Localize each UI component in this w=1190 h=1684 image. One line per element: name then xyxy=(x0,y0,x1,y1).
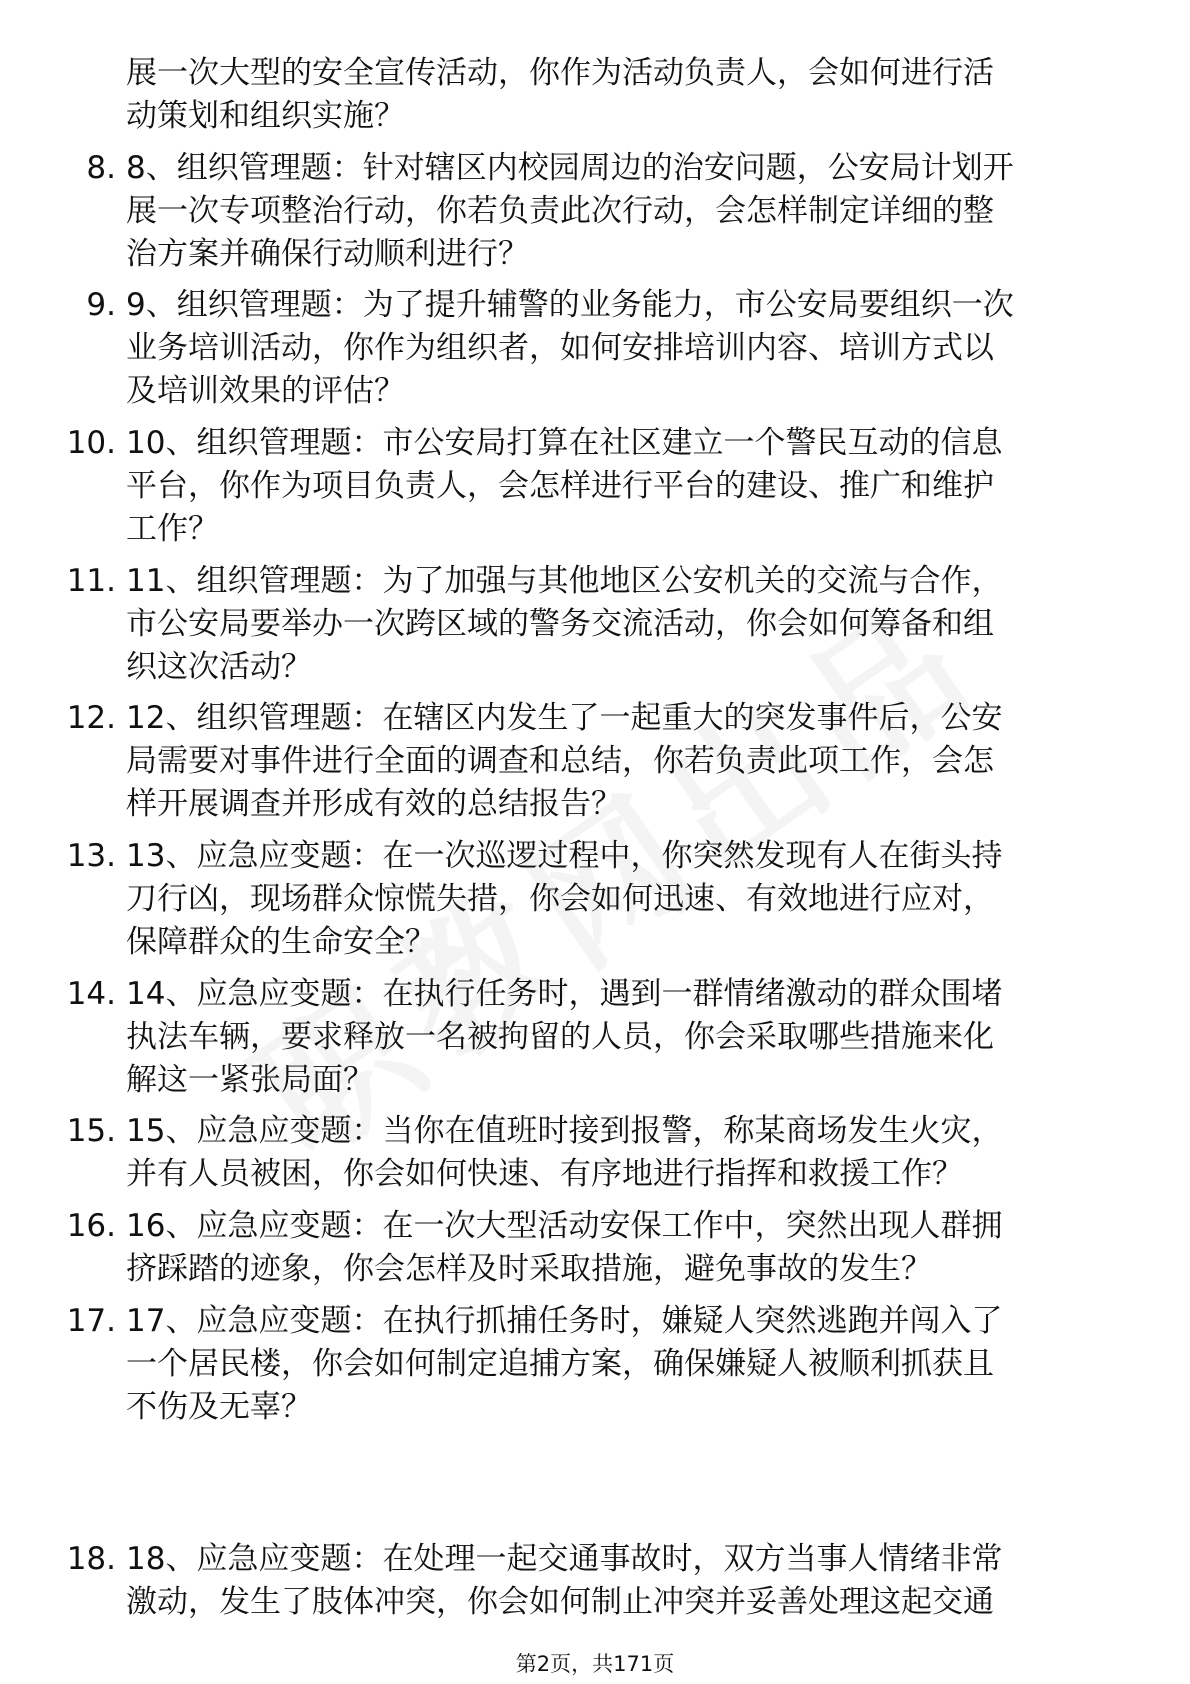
question-text xyxy=(126,560,1146,689)
text-line: 平台，你作为项目负责人，会怎样进行平台的建设、推广和维护 xyxy=(126,468,994,504)
text-line: 一个居民楼，你会如何制定追捕方案，确保嫌疑人被顺利抓获且 xyxy=(126,1346,994,1382)
text-line: 动策划和组织实施？ xyxy=(126,98,405,134)
text-line: 8、组织管理题：针对辖区内校园周边的治安问题，公安局计划开 xyxy=(126,150,1014,186)
question-text xyxy=(126,973,1146,1102)
text-line: 挤踩踏的迹象，你会怎样及时采取措施，避免事故的发生？ xyxy=(126,1251,932,1287)
list-number: 15. xyxy=(66,1113,116,1149)
list-number: 17. xyxy=(66,1303,116,1339)
text-line: 10、组织管理题：市公安局打算在社区建立一个警民互动的信息 xyxy=(126,425,1003,461)
list-number: 10. xyxy=(66,425,116,461)
question-text xyxy=(126,697,1146,826)
list-number: 16. xyxy=(66,1208,116,1244)
continued-question-text xyxy=(126,52,1126,138)
text-line: 9、组织管理题：为了提升辅警的业务能力，市公安局要组织一次 xyxy=(126,287,1014,323)
text-line: 15、应急应变题：当你在值班时接到报警，称某商场发生火灾， xyxy=(126,1113,1003,1149)
list-number: 14. xyxy=(66,976,116,1012)
text-line: 展一次大型的安全宣传活动，你作为活动负责人，会如何进行活 xyxy=(126,55,994,91)
list-number: 12. xyxy=(66,700,116,736)
list-number: 11. xyxy=(66,563,116,599)
list-number: 13. xyxy=(66,838,116,874)
question-text xyxy=(126,835,1146,964)
text-line: 刀行凶，现场群众惊慌失措，你会如何迅速、有效地进行应对， xyxy=(126,881,994,917)
text-line: 12、组织管理题：在辖区内发生了一起重大的突发事件后，公安 xyxy=(126,700,1003,736)
text-line: 局需要对事件进行全面的调查和总结，你若负责此项工作，会怎 xyxy=(126,743,994,779)
text-line: 14、应急应变题：在执行任务时，遇到一群情绪激动的群众围堵 xyxy=(126,976,1003,1012)
text-line: 织这次活动？ xyxy=(126,649,312,685)
question-text xyxy=(126,422,1146,551)
text-line: 16、应急应变题：在一次大型活动安保工作中，突然出现人群拥 xyxy=(126,1208,1003,1244)
question-text xyxy=(126,1538,1146,1624)
list-number: 9. xyxy=(86,287,116,323)
text-line: 保障群众的生命安全？ xyxy=(126,924,436,960)
text-line: 激动，发生了肢体冲突，你会如何制止冲突并妥善处理这起交通 xyxy=(126,1584,994,1620)
text-line: 市公安局要举办一次跨区域的警务交流活动，你会如何筹备和组 xyxy=(126,606,994,642)
text-line: 执法车辆，要求释放一名被拘留的人员，你会采取哪些措施来化 xyxy=(126,1019,994,1055)
text-line: 治方案并确保行动顺利进行？ xyxy=(126,236,529,272)
text-line: 解这一紧张局面？ xyxy=(126,1062,374,1098)
text-line: 业务培训活动，你作为组织者，如何安排培训内容、培训方式以 xyxy=(126,330,994,366)
text-line: 18、应急应变题：在处理一起交通事故时，双方当事人情绪非常 xyxy=(126,1541,1003,1577)
text-line: 工作？ xyxy=(126,511,219,547)
list-number: 8. xyxy=(86,150,116,186)
list-number: 18. xyxy=(66,1541,116,1577)
question-text xyxy=(126,1110,1146,1196)
text-line: 17、应急应变题：在执行抓捕任务时，嫌疑人突然逃跑并闯入了 xyxy=(126,1303,1003,1339)
question-text xyxy=(126,147,1146,276)
text-line: 13、应急应变题：在一次巡逻过程中，你突然发现有人在街头持 xyxy=(126,838,1003,874)
text-line: 并有人员被困，你会如何快速、有序地进行指挥和救援工作？ xyxy=(126,1156,963,1192)
text-line: 11、组织管理题：为了加强与其他地区公安机关的交流与合作， xyxy=(126,563,1003,599)
text-line: 展一次专项整治行动，你若负责此次行动，会怎样制定详细的整 xyxy=(126,193,994,229)
question-text xyxy=(126,1205,1146,1291)
text-line: 样开展调查并形成有效的总结报告？ xyxy=(126,786,622,822)
text-line: 及培训效果的评估？ xyxy=(126,373,405,409)
question-text xyxy=(126,284,1146,413)
text-line: 不伤及无辜？ xyxy=(126,1389,312,1425)
page-number-footer: 第2页，共171页 xyxy=(515,1652,675,1676)
question-text xyxy=(126,1300,1146,1429)
